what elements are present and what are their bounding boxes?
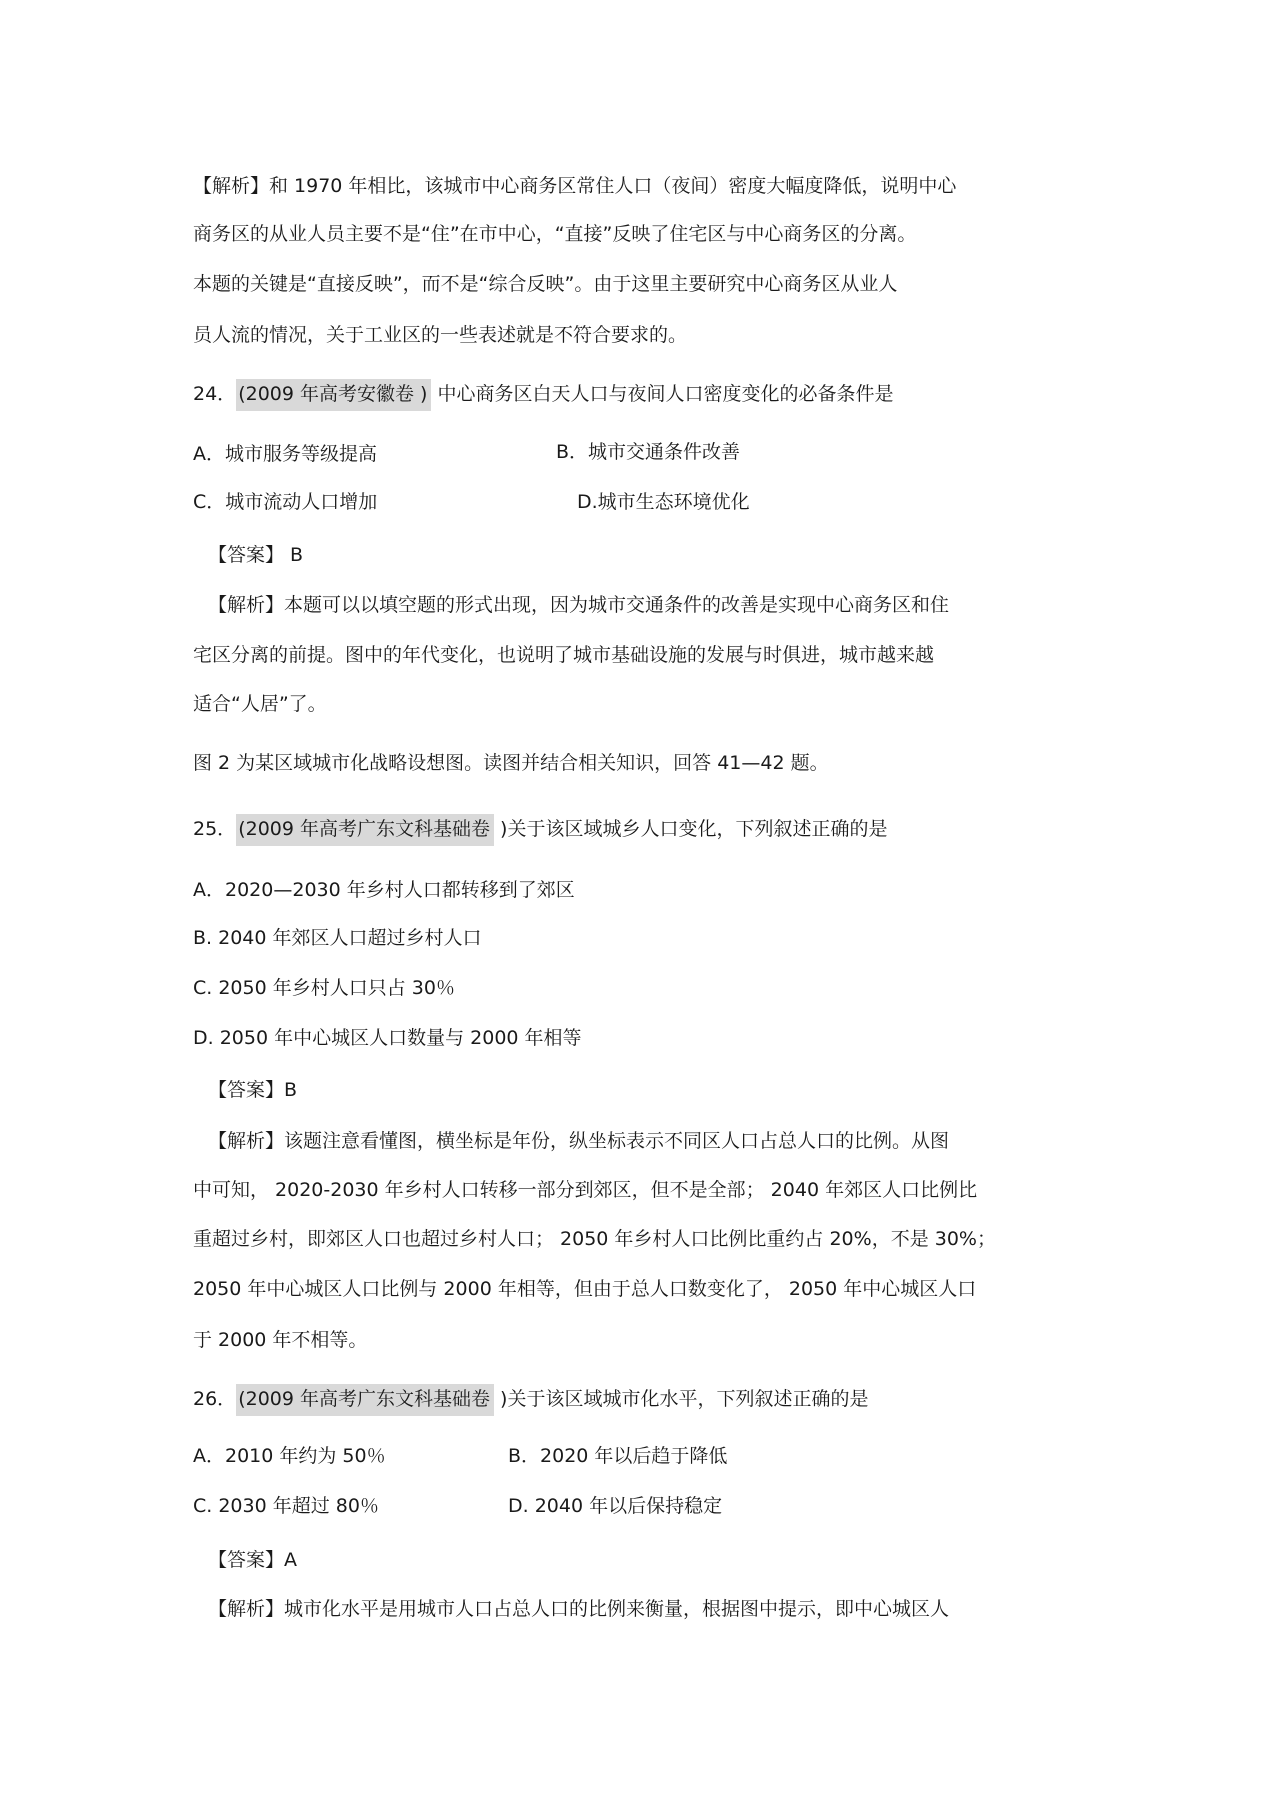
line-3: 本题的关键是“直接反映”，而不是“综合反映”。由于这里主要研究中心商务区从业人 bbox=[193, 273, 898, 295]
option-c: C. 2050 年乡村人口只占 30％ bbox=[193, 977, 455, 999]
question-source: (2009 年高考广东文科基础卷 bbox=[236, 1384, 494, 1416]
line-4: 员人流的情况，关于工业区的一些表述就是不符合要求的。 bbox=[193, 324, 688, 346]
question-number: 24． bbox=[193, 383, 237, 405]
analysis-line: 【解析】该题注意看懂图，横坐标是年份，纵坐标表示不同区人口占总人口的比例。从图 bbox=[208, 1130, 950, 1152]
option-a: A．2020—2030 年乡村人口都转移到了郊区 bbox=[193, 879, 575, 901]
question-24 bbox=[193, 382, 894, 406]
analysis-line: 重超过乡村，即郊区人口也超过乡村人口； 2050 年乡村人口比例比重约占 20%，不是 30%； bbox=[193, 1228, 996, 1250]
option-b: B．2020 年以后趋于降低 bbox=[508, 1445, 728, 1467]
question-number: 25． bbox=[193, 818, 237, 840]
question-text: )关于该区域城乡人口变化，下列叙述正确的是 bbox=[494, 818, 888, 840]
option-a: A．城市服务等级提高 bbox=[193, 443, 377, 465]
question-25 bbox=[193, 817, 887, 841]
option-b: B．城市交通条件改善 bbox=[556, 441, 741, 463]
option-d: D. 2040 年以后保持稳定 bbox=[508, 1495, 723, 1517]
option-a: A．2010 年约为 50％ bbox=[193, 1445, 386, 1467]
analysis-line: 2050 年中心城区人口比例与 2000 年相等，但由于总人口数变化了， 2050 年中心城区人口 bbox=[193, 1278, 977, 1300]
option-d: D.城市生态环境优化 bbox=[577, 491, 750, 513]
option-c: C．城市流动人口增加 bbox=[193, 491, 378, 513]
option-b: B. 2040 年郊区人口超过乡村人口 bbox=[193, 927, 482, 949]
figure-intro: 图 2 为某区域城市化战略设想图。读图并结合相关知识，回答 41—42 题。 bbox=[193, 752, 829, 774]
option-d: D. 2050 年中心城区人口数量与 2000 年相等 bbox=[193, 1027, 582, 1049]
question-number: 26． bbox=[193, 1388, 237, 1410]
analysis-line: 宅区分离的前提。图中的年代变化，也说明了城市基础设施的发展与时俱进，城市越来越 bbox=[193, 644, 935, 666]
question-source: (2009 年高考安徽卷 ) bbox=[236, 379, 431, 411]
analysis-line: 适合“人居”了。 bbox=[193, 693, 327, 715]
option-c: C. 2030 年超过 80％ bbox=[193, 1495, 379, 1517]
analysis-line: 【解析】本题可以以填空题的形式出现，因为城市交通条件的改善是实现中心商务区和住 bbox=[208, 594, 950, 616]
question-text: )关于该区域城市化水平，下列叙述正确的是 bbox=[494, 1388, 869, 1410]
answer: 【答案】B bbox=[208, 1079, 298, 1101]
question-text: 中心商务区白天人口与夜间人口密度变化的必备条件是 bbox=[431, 383, 894, 405]
answer: 【答案】 B bbox=[208, 544, 304, 566]
line-2: 商务区的从业人员主要不是“住”在市中心，“直接”反映了住宅区与中心商务区的分离。 bbox=[193, 223, 917, 245]
line-1: 【解析】和 1970 年相比，该城市中心商务区常住人口（夜间）密度大幅度降低，说明中心 bbox=[193, 175, 957, 197]
analysis-line: 中可知， 2020-2030 年乡村人口转移一部分到郊区，但不是全部； 2040 年郊区人口比例比 bbox=[193, 1179, 978, 1201]
answer: 【答案】A bbox=[208, 1549, 297, 1571]
analysis-line: 于 2000 年不相等。 bbox=[193, 1329, 368, 1351]
question-source: (2009 年高考广东文科基础卷 bbox=[236, 814, 494, 846]
analysis-line: 【解析】城市化水平是用城市人口占总人口的比例来衡量，根据图中提示，即中心城区人 bbox=[208, 1598, 950, 1620]
question-26 bbox=[193, 1387, 868, 1411]
